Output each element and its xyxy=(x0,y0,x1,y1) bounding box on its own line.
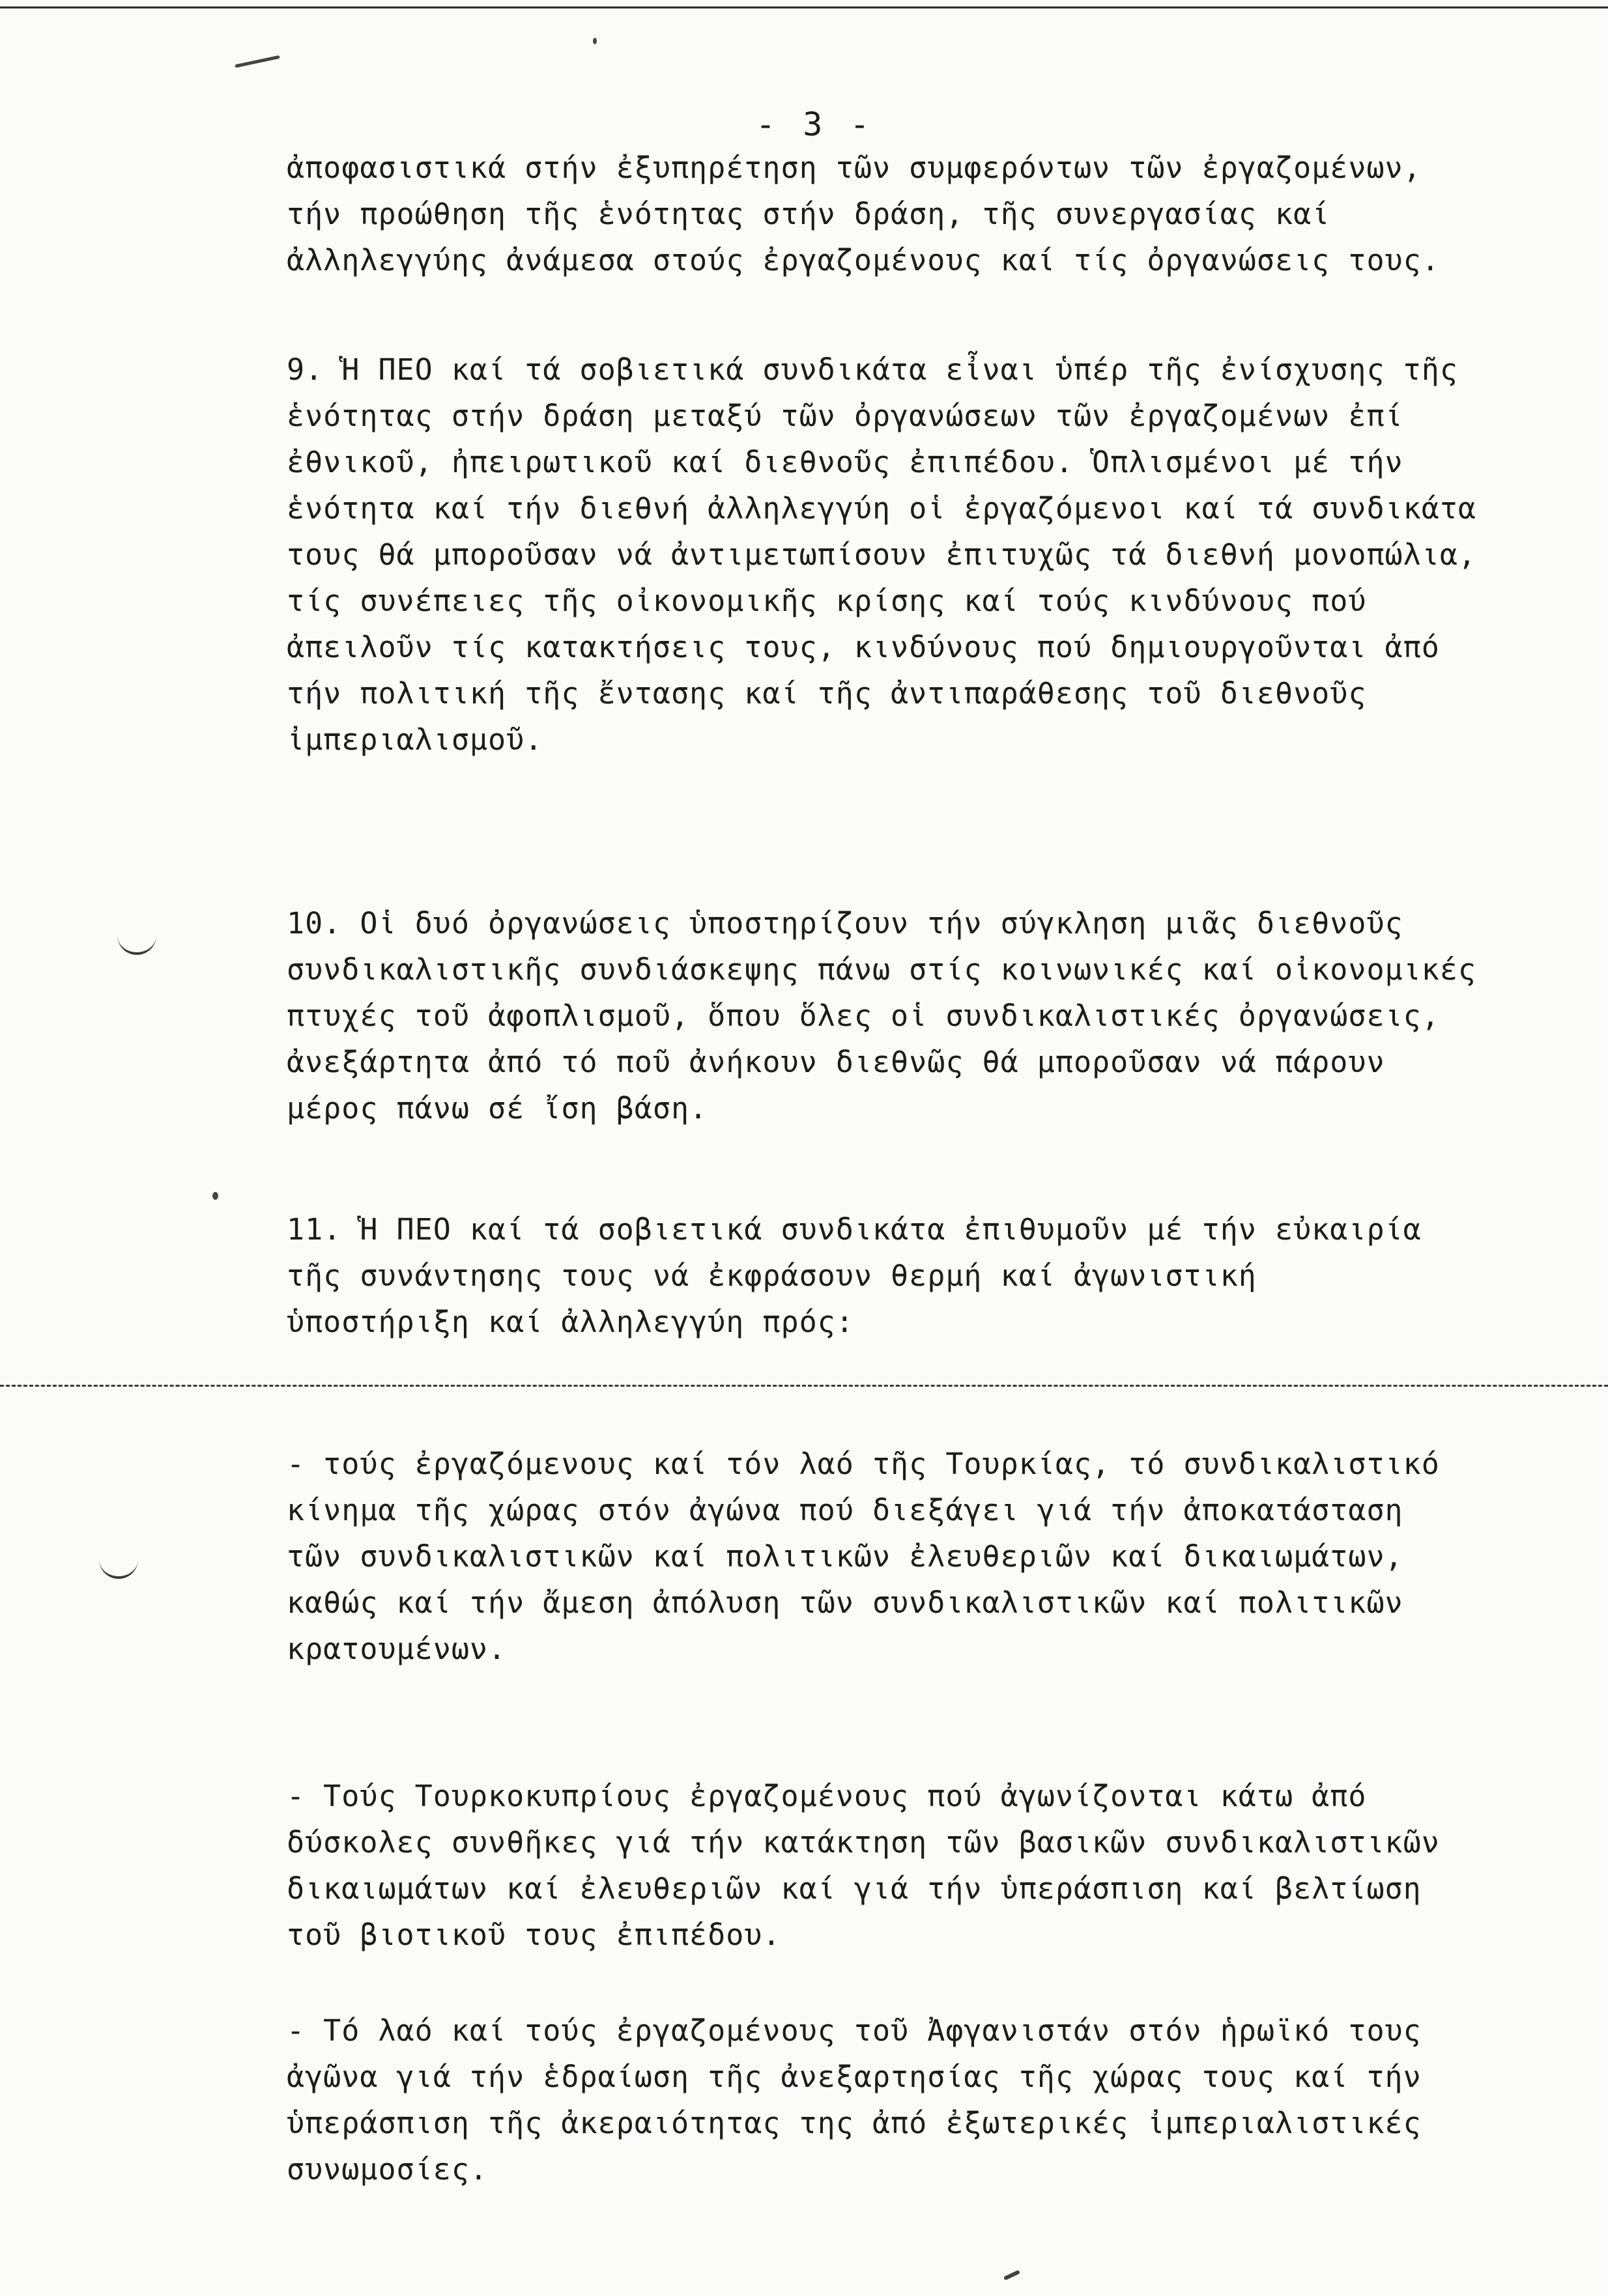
text-line: τῆς συνάντησης τους νά ἐκφράσουν θερμή καί ἀγωνιστική xyxy=(287,1258,1257,1293)
top-scan-edge-line xyxy=(0,7,1608,8)
support-item-afghanistan xyxy=(287,2007,1564,2192)
text-line: ἑνότητα καί τήν διεθνή ἀλληλεγγύη οἱ ἐργαζόμενοι καί τά συνδικάτα xyxy=(287,491,1476,526)
text-line: τήν πολιτική τῆς ἔντασης καί τῆς ἀντιπαράθεσης τοῦ διεθνοῦς xyxy=(287,676,1367,711)
text-line: ἀπειλοῦν τίς κατακτήσεις τους, κινδύνους πού δημιουργοῦνται ἀπό xyxy=(287,630,1440,664)
text-line: - τούς ἐργαζόμενους καί τόν λαό τῆς Τουρκίας, τό συνδικαλιστικό xyxy=(287,1447,1440,1481)
text-line: καθώς καί τήν ἄμεση ἀπόλυση τῶν συνδικαλιστικῶν καί πολιτικῶν xyxy=(287,1585,1403,1620)
text-line: τῶν συνδικαλιστικῶν καί πολιτικῶν ἐλευθεριῶν καί δικαιωμάτων, xyxy=(287,1539,1403,1574)
page-number: - 3 - xyxy=(756,106,874,143)
text-line: 10. Οἱ δυό ὀργανώσεις ὑποστηρίζουν τήν σύγκληση μιᾶς διεθνοῦς xyxy=(287,906,1403,941)
text-line: δικαιωμάτων καί ἐλευθεριῶν καί γιά τήν ὑπεράσπιση καί βελτίωση xyxy=(287,1871,1422,1906)
text-line: ἰμπεριαλισμοῦ. xyxy=(287,722,543,757)
text-line: ἀποφασιστικά στήν ἐξυπηρέτηση τῶν συμφερόντων τῶν ἐργαζομένων, xyxy=(287,150,1422,185)
text-line: τίς συνέπειες τῆς οἰκονομικῆς κρίσης καί τούς κινδύνους πού xyxy=(287,584,1367,618)
text-line: συνωμοσίες. xyxy=(287,2152,489,2187)
continuation-paragraph xyxy=(287,145,1564,283)
text-line: ἀνεξάρτητα ἀπό τό ποῦ ἀνήκουν διεθνῶς θά μποροῦσαν νά πάρουν xyxy=(287,1045,1385,1079)
text-line: συνδικαλιστικῆς συνδιάσκεψης πάνω στίς κοινωνικές καί οἰκονομικές xyxy=(287,952,1476,987)
text-line: τοῦ βιοτικοῦ τους ἐπιπέδου. xyxy=(287,1918,781,1952)
text-line: ὑπεράσπιση τῆς ἀκεραιότητας της ἀπό ἐξωτερικές ἰμπεριαλιστικές xyxy=(287,2106,1422,2140)
support-item-turkish-cypriots xyxy=(287,1773,1564,1958)
text-line: κρατουμένων. xyxy=(287,1632,507,1666)
text-line: - Τούς Τουρκοκυπρίους ἐργαζομένους πού ἀγωνίζονται κάτω ἀπό xyxy=(287,1779,1367,1813)
scan-speck xyxy=(593,38,597,44)
text-line: ἑνότητας στήν δράση μεταξύ τῶν ὀργανώσεων τῶν ἐργαζομένων ἐπί xyxy=(287,399,1403,433)
scan-smudge xyxy=(235,55,280,68)
text-line: τους θά μποροῦσαν νά ἀντιμετωπίσουν ἐπιτυχῶς τά διεθνή μονοπώλια, xyxy=(287,537,1476,572)
scan-speck xyxy=(212,1192,218,1200)
text-line: 11. Ἡ ΠΕΟ καί τά σοβιετικά συνδικάτα ἐπιθυμοῦν μέ τήν εὐκαιρία xyxy=(287,1212,1422,1247)
text-line: τήν προώθηση τῆς ἑνότητας στήν δράση, τῆς συνεργασίας καί xyxy=(287,197,1330,231)
text-line: - Τό λαό καί τούς ἐργαζομένους τοῦ Ἀφγανιστάν στόν ἡρωϊκό τους xyxy=(287,2013,1422,2048)
support-item-turkey xyxy=(287,1441,1564,1672)
text-line: πτυχές τοῦ ἀφοπλισμοῦ, ὅπου ὅλες οἱ συνδικαλιστικές ὀργανώσεις, xyxy=(287,999,1440,1033)
punch-hole-mark xyxy=(99,1559,138,1579)
dashed-separator-line xyxy=(0,1385,1608,1387)
text-line: δύσκολες συνθῆκες γιά τήν κατάκτηση τῶν βασικῶν συνδικαλιστικῶν xyxy=(287,1825,1440,1860)
text-line: ἀλληλεγγύης ἀνάμεσα στούς ἐργαζομένους καί τίς ὀργανώσεις τους. xyxy=(287,243,1440,277)
paragraph-11 xyxy=(287,1206,1564,1345)
text-line: κίνημα τῆς χώρας στόν ἀγώνα πού διεξάγει γιά τήν ἀποκατάσταση xyxy=(287,1493,1403,1527)
paragraph-9 xyxy=(287,347,1564,763)
scan-smudge xyxy=(1003,2270,1020,2280)
text-line: ἀγῶνα γιά τήν ἑδραίωση τῆς ἀνεξαρτησίας τῆς χώρας τους καί τήν xyxy=(287,2060,1422,2094)
text-line: ἐθνικοῦ, ἠπειρωτικοῦ καί διεθνοῦς ἐπιπέδου. Ὁπλισμένοι μέ τήν xyxy=(287,445,1403,479)
text-line: ὑποστήριξη καί ἀλληλεγγύη πρός: xyxy=(287,1305,854,1339)
text-line: 9. Ἡ ΠΕΟ καί τά σοβιετικά συνδικάτα εἶναι ὑπέρ τῆς ἐνίσχυσης τῆς xyxy=(287,352,1458,387)
paragraph-10 xyxy=(287,900,1564,1131)
punch-hole-mark xyxy=(117,935,156,955)
text-line: μέρος πάνω σέ ἴση βάση. xyxy=(287,1091,708,1126)
